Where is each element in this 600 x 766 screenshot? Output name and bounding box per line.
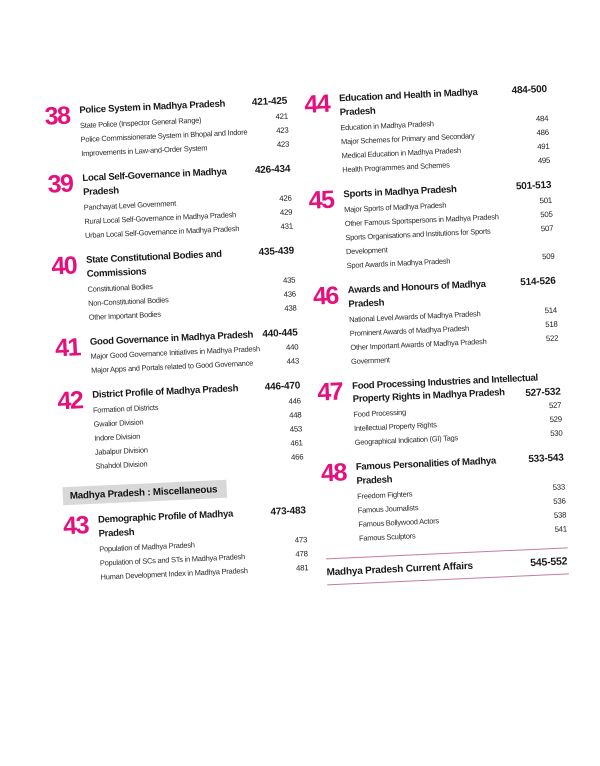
- chapter-subsections: [87, 273, 297, 324]
- chapter-page-range: 514-526: [520, 275, 556, 288]
- chapter-entry: [318, 370, 563, 452]
- chapter-title: Good Governance in Madhya Pradesh: [89, 328, 254, 348]
- subsection-label: Police Commissionerate System in Bhopal and Indore: [80, 127, 248, 144]
- chapter-subsections: [340, 112, 550, 177]
- subsection-page-number: 518: [545, 319, 558, 329]
- chapter-title: Food Processing Industries and Intellectual Property Rights in Madhya Pradesh: [351, 372, 539, 406]
- chapter-title: Demographic Profile of Madhya Pradesh: [97, 508, 234, 540]
- subsection-page-number: 438: [284, 302, 297, 313]
- subsection-page-number: 423: [275, 125, 289, 136]
- chapter-number: 42: [56, 386, 83, 416]
- chapter-subsections: [349, 303, 559, 368]
- subsection-label: Non-Constitutional Bodies: [87, 294, 169, 308]
- chapter-page-range: 533-543: [528, 452, 564, 466]
- subsection-page-number: 491: [536, 141, 550, 152]
- subsection-page-number: 536: [553, 496, 566, 507]
- chapter-title: State Constitutional Bodies and Commissions: [85, 248, 222, 280]
- subsection-label: Other Important Awards of Madhya Pradesh Government: [350, 336, 487, 366]
- subsection-page-number: 431: [280, 221, 294, 231]
- chapter-subsections: [99, 533, 309, 584]
- subsection-page-number: 507: [540, 223, 554, 233]
- subsection-label: Human Development Index in Madhya Pradesh: [100, 566, 248, 582]
- chapter-number: 41: [54, 332, 81, 362]
- subsection-page-number: 423: [276, 139, 290, 150]
- chapter-title: District Profile of Madhya Pradesh: [92, 383, 239, 402]
- chapter-number: 44: [303, 89, 330, 119]
- chapter-page-range: 446-470: [264, 380, 301, 394]
- subsection-label: Indore Division: [94, 432, 141, 444]
- subsection-page-number: 461: [290, 438, 303, 449]
- subsection-label: Major Apps and Portals related to Good Governance: [90, 358, 254, 376]
- subsection-label: Famous Bollywood Actors: [358, 516, 440, 530]
- current-affairs-page-range: 545-552: [529, 555, 568, 570]
- chapter-page-range: 426-434: [254, 163, 291, 177]
- chapter-entry: [314, 274, 560, 370]
- current-affairs-title: Madhya Pradesh Current Affairs: [326, 560, 474, 579]
- subsection-page-number: 529: [549, 414, 563, 425]
- subsection-label: Formation of Districts: [92, 403, 159, 416]
- chapter-number: 47: [316, 377, 343, 407]
- subsection-page-number: 448: [288, 410, 302, 421]
- subsection-label: Famous Journalists: [357, 503, 419, 516]
- subsection-page-number: 440: [285, 342, 299, 353]
- subsection-page-number: 429: [279, 207, 293, 217]
- chapter-title: Local Self-Governance in Madhya Pradesh: [82, 166, 227, 198]
- chapter-subsections: [353, 399, 563, 450]
- subsection-page-number: 436: [283, 288, 297, 299]
- chapter-page-range: 473-483: [270, 505, 307, 519]
- subsection-page-number: 435: [282, 275, 296, 285]
- subsection-page-number: 421: [275, 111, 289, 122]
- subsection-label: Other Famous Sportspersons in Madhya Pradesh: [344, 211, 499, 228]
- subsection-label: Intellectual Property Rights: [353, 420, 437, 434]
- chapter-subsections: [93, 395, 304, 474]
- subsection-label: Major Sports of Madhya Pradesh: [343, 200, 447, 214]
- subsection-page-number: 466: [290, 452, 304, 463]
- chapter-title: Famous Personalities of Madhya Pradesh: [355, 455, 497, 488]
- subsection-label: Education in Madhya Pradesh: [340, 118, 434, 133]
- chapter-entry: [58, 380, 304, 476]
- chapter-page-range: 527-532: [525, 386, 561, 400]
- subsection-label: Rural Local Self-Governance in Madhya Pradesh: [84, 209, 237, 226]
- chapter-entry: [322, 452, 568, 548]
- subsection-label: Constitutional Bodies: [87, 281, 153, 294]
- subsection-label: Medical Education in Madhya Pradesh: [341, 145, 461, 161]
- subsection-label: Panchayat Level Government: [83, 198, 177, 212]
- chapter-entry: [64, 505, 309, 587]
- chapter-number: 48: [320, 458, 347, 488]
- subsection-label: State Police (Inspector General Range): [79, 115, 202, 130]
- chapter-entry: [48, 162, 293, 244]
- subsection-page-number: 527: [548, 400, 562, 411]
- chapter-entry: [45, 95, 289, 163]
- chapter-page-range: 435-439: [258, 245, 295, 258]
- subsection-label: Improvements in Law-and-Order System: [81, 143, 208, 158]
- chapter-page-range: 501-513: [515, 179, 552, 193]
- subsection-page-number: 478: [295, 549, 308, 559]
- subsection-page-number: 538: [553, 510, 567, 521]
- subsection-label: Major Schemes for Primary and Secondary: [340, 131, 475, 147]
- subsection-label: Freedom Fighters: [356, 489, 413, 502]
- chapter-title: Awards and Honours of Madhya Pradesh: [347, 278, 486, 310]
- subsection-label: Sports Organisations and Institutions for Sports Development: [345, 226, 491, 256]
- subsection-page-number: 486: [536, 127, 550, 138]
- subsection-label: Health Programmes and Schemes: [342, 160, 450, 175]
- subsection-label: Sport Awards in Madhya Pradesh: [346, 256, 451, 270]
- subsection-page-number: 446: [288, 396, 301, 407]
- section-band-wrap: [62, 476, 305, 506]
- toc-column-2: [305, 83, 569, 586]
- chapter-number: 40: [50, 251, 77, 281]
- subsection-label: Jabalpur Division: [94, 445, 148, 458]
- subsection-label: National Level Awards of Madhya Pradesh: [348, 308, 481, 324]
- subsection-label: Geographical Indication (GI) Tags: [354, 433, 459, 448]
- subsection-label: Urban Local Self-Governance in Madhya Pradesh: [84, 223, 240, 240]
- subsection-label: Major Good Governance Initiatives in Madhya Pradesh: [90, 344, 261, 362]
- subsection-page-number: 495: [537, 155, 551, 166]
- chapter-number: 38: [43, 101, 71, 131]
- subsection-label: Other Important Bodies: [88, 309, 161, 322]
- subsection-page-number: 509: [541, 251, 555, 261]
- section-band: Madhya Pradesh : Miscellaneous: [62, 480, 226, 505]
- subsection-page-number: 541: [554, 524, 568, 535]
- table-of-contents: [45, 83, 569, 597]
- chapter-subsections: [357, 481, 567, 546]
- chapter-number: 39: [47, 169, 74, 199]
- subsection-page-number: 530: [550, 428, 563, 439]
- subsection-label: Famous Sculptors: [358, 531, 416, 543]
- chapter-subsections: [344, 193, 555, 272]
- chapter-number: 43: [62, 511, 89, 541]
- subsection-label: Food Processing: [353, 407, 407, 420]
- subsection-page-number: 533: [552, 482, 566, 493]
- chapter-page-range: 421-425: [251, 95, 288, 109]
- subsection-label: Gwalior Division: [93, 417, 144, 430]
- subsection-label: Shahdol Division: [95, 459, 148, 472]
- toc-column-1: [45, 95, 309, 598]
- subsection-page-number: 453: [289, 424, 303, 435]
- chapter-page-range: 484-500: [511, 83, 548, 97]
- subsection-page-number: 481: [295, 563, 309, 573]
- chapter-entry: [305, 83, 551, 179]
- subsection-page-number: 505: [540, 209, 553, 220]
- chapter-title: Sports in Madhya Pradesh: [343, 183, 457, 201]
- chapter-number: 46: [312, 281, 339, 311]
- chapter-title: Education and Health in Madhya Pradesh: [338, 87, 478, 119]
- chapter-subsections: [80, 110, 290, 161]
- subsection-page-number: 426: [279, 193, 292, 203]
- subsection-label: Prominent Awards of Madhya Pradesh: [349, 323, 470, 338]
- subsection-page-number: 501: [539, 195, 553, 206]
- subsection-page-number: 514: [544, 305, 558, 315]
- subsection-label: Population of SCs and STs in Madhya Pradesh: [99, 552, 246, 568]
- subsection-page-number: 484: [535, 113, 549, 124]
- chapter-entry: [56, 326, 300, 380]
- chapter-title: Police System in Madhya Pradesh: [79, 98, 226, 117]
- chapter-entry: [309, 179, 555, 275]
- subsection-page-number: 473: [294, 535, 308, 545]
- current-affairs-entry: [326, 548, 569, 586]
- subsection-page-number: 522: [545, 333, 559, 343]
- chapter-subsections: [83, 191, 293, 242]
- chapter-page-range: 440-445: [262, 326, 298, 340]
- subsection-page-number: 443: [286, 356, 300, 367]
- chapter-number: 45: [308, 185, 335, 215]
- chapter-entry: [52, 244, 297, 326]
- subsection-label: Population of Madhya Pradesh: [99, 540, 195, 554]
